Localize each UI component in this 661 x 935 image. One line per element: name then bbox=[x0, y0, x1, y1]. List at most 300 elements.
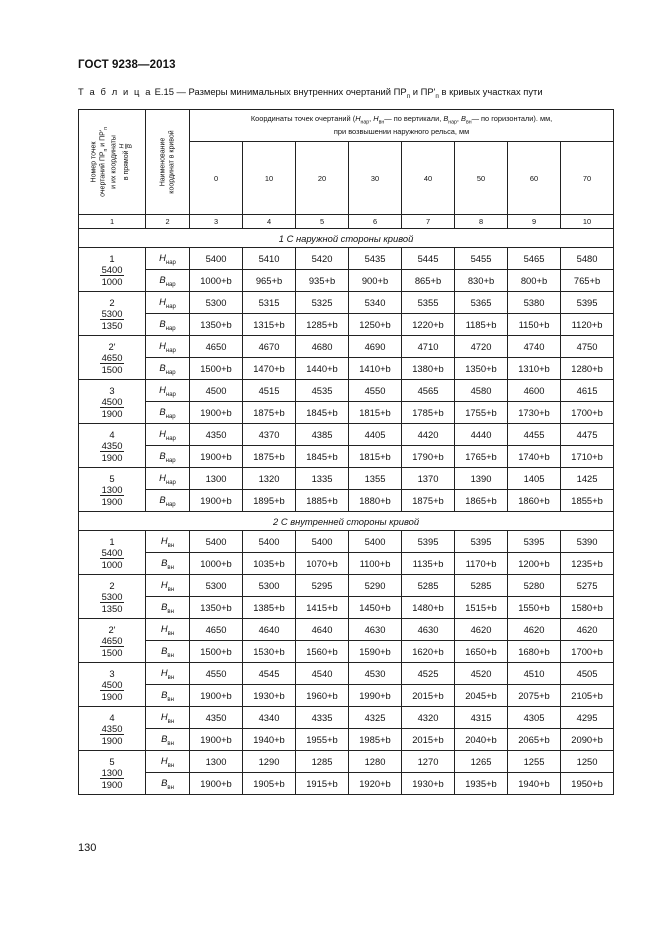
coord-h-letter: H bbox=[160, 710, 168, 722]
table-row bbox=[79, 531, 614, 553]
coord-h-label bbox=[146, 619, 190, 641]
hc-d: , bbox=[369, 113, 374, 123]
point-cell bbox=[79, 248, 146, 292]
coord-b-label bbox=[146, 446, 190, 468]
coord-b-letter: B bbox=[161, 688, 168, 700]
value-cell: 4620 bbox=[561, 619, 614, 641]
value-cell: 4650 bbox=[190, 336, 243, 358]
column-number-cell: 6 bbox=[349, 215, 402, 229]
value-cell: 1940+b bbox=[508, 773, 561, 795]
value-cell: 800+b bbox=[508, 270, 561, 292]
coord-b-letter: B bbox=[159, 361, 166, 373]
table-row bbox=[79, 685, 614, 707]
coord-h-label bbox=[146, 575, 190, 597]
point-id: 2 bbox=[109, 579, 115, 591]
column-number-cell: 1 bbox=[79, 215, 146, 229]
value-cell: 5455 bbox=[455, 248, 508, 270]
column-number-cell: 2 bbox=[146, 215, 190, 229]
value-cell: 1255 bbox=[508, 751, 561, 773]
value-cell: 4350 bbox=[190, 707, 243, 729]
value-cell: 1790+b bbox=[402, 446, 455, 468]
value-cell: 1620+b bbox=[402, 641, 455, 663]
point-h: 4350 bbox=[101, 439, 123, 451]
coord-b-label bbox=[146, 597, 190, 619]
value-cell: 1070+b bbox=[296, 553, 349, 575]
value-cell: 2105+b bbox=[561, 685, 614, 707]
coord-b-sub: вн bbox=[167, 740, 174, 747]
value-cell: 5400 bbox=[296, 531, 349, 553]
value-cell: 1250 bbox=[561, 751, 614, 773]
value-cell: 1865+b bbox=[455, 490, 508, 512]
value-cell: 1920+b bbox=[349, 773, 402, 795]
point-id: 2 bbox=[109, 296, 115, 308]
header-point-line4: в прямой bbox=[122, 150, 130, 181]
value-cell: 1590+b bbox=[349, 641, 402, 663]
hc-g: — по вертикали, bbox=[384, 113, 444, 123]
value-cell: 1530+b bbox=[243, 641, 296, 663]
value-cell: 1930+b bbox=[402, 773, 455, 795]
coord-b-sub: нар bbox=[165, 281, 176, 288]
value-cell: 4670 bbox=[243, 336, 296, 358]
value-cell: 1265 bbox=[455, 751, 508, 773]
value-cell: 1355 bbox=[349, 468, 402, 490]
coord-b-label bbox=[146, 314, 190, 336]
point-b: 1350 bbox=[101, 602, 123, 614]
table-row bbox=[79, 446, 614, 468]
value-cell: 1755+b bbox=[455, 402, 508, 424]
value-cell: 1900+b bbox=[190, 446, 243, 468]
value-cell: 1785+b bbox=[402, 402, 455, 424]
value-cell: 4520 bbox=[455, 663, 508, 685]
point-id: 5 bbox=[109, 472, 115, 484]
coord-h-sub: вн bbox=[167, 586, 175, 593]
point-b: 1900 bbox=[101, 778, 123, 790]
value-cell: 1580+b bbox=[561, 597, 614, 619]
point-fraction bbox=[100, 723, 125, 746]
value-cell: 1300 bbox=[190, 751, 243, 773]
point-id: 2' bbox=[108, 340, 116, 352]
point-fraction bbox=[100, 767, 125, 790]
value-cell: 1185+b bbox=[455, 314, 508, 336]
value-cell: 1915+b bbox=[296, 773, 349, 795]
table-row bbox=[79, 707, 614, 729]
value-cell: 1845+b bbox=[296, 402, 349, 424]
value-cell: 1860+b bbox=[508, 490, 561, 512]
value-cell: 4295 bbox=[561, 707, 614, 729]
value-cell: 4545 bbox=[243, 663, 296, 685]
coord-b-letter: B bbox=[161, 732, 168, 744]
coord-b-letter: B bbox=[159, 317, 166, 329]
coord-h-label bbox=[146, 468, 190, 490]
point-h: 4500 bbox=[101, 395, 123, 407]
value-cell: 1680+b bbox=[508, 641, 561, 663]
point-fraction bbox=[100, 635, 125, 658]
value-cell: 4640 bbox=[296, 619, 349, 641]
value-cell: 1900+b bbox=[190, 729, 243, 751]
point-h: 1300 bbox=[101, 483, 123, 495]
value-cell: 4515 bbox=[243, 380, 296, 402]
coord-h-label bbox=[146, 531, 190, 553]
coord-b-label bbox=[146, 358, 190, 380]
value-cell: 1150+b bbox=[508, 314, 561, 336]
value-cell: 1730+b bbox=[508, 402, 561, 424]
value-cell: 5285 bbox=[402, 575, 455, 597]
value-cell: 4500 bbox=[190, 380, 243, 402]
value-cell: 1350+b bbox=[190, 597, 243, 619]
point-b: 1900 bbox=[101, 690, 123, 702]
value-cell: 4620 bbox=[508, 619, 561, 641]
point-fraction bbox=[100, 440, 125, 463]
value-cell: 1960+b bbox=[296, 685, 349, 707]
header-point-line2a: очертаний ПР bbox=[99, 151, 107, 197]
value-cell: 4350 bbox=[190, 424, 243, 446]
point-fraction bbox=[100, 484, 125, 507]
point-cell bbox=[79, 619, 146, 663]
point-id: 2' bbox=[108, 623, 116, 635]
page-title: ГОСТ 9238—2013 bbox=[78, 59, 176, 71]
coord-b-sub: нар bbox=[165, 413, 176, 420]
value-cell: 4650 bbox=[190, 619, 243, 641]
value-cell: 1845+b bbox=[296, 446, 349, 468]
value-cell: 1815+b bbox=[349, 402, 402, 424]
value-cell: 1425 bbox=[561, 468, 614, 490]
value-cell: 1900+b bbox=[190, 773, 243, 795]
point-fraction bbox=[100, 396, 125, 419]
elevation-header-cell: 0 bbox=[190, 142, 243, 215]
value-cell: 4615 bbox=[561, 380, 614, 402]
point-fraction bbox=[100, 308, 125, 331]
value-cell: 1170+b bbox=[455, 553, 508, 575]
point-fraction bbox=[100, 264, 125, 287]
value-cell: 1740+b bbox=[508, 446, 561, 468]
hc-m: — по горизонтали). мм, bbox=[471, 113, 553, 123]
value-cell: 1480+b bbox=[402, 597, 455, 619]
value-cell: 5300 bbox=[190, 292, 243, 314]
coord-h-label bbox=[146, 751, 190, 773]
value-cell: 5285 bbox=[455, 575, 508, 597]
value-cell: 1320 bbox=[243, 468, 296, 490]
point-b: 1000 bbox=[101, 558, 123, 570]
value-cell: 4420 bbox=[402, 424, 455, 446]
point-h: 5300 bbox=[101, 307, 123, 319]
value-cell: 4550 bbox=[349, 380, 402, 402]
value-cell: 5355 bbox=[402, 292, 455, 314]
value-cell: 4370 bbox=[243, 424, 296, 446]
value-cell: 1930+b bbox=[243, 685, 296, 707]
value-cell: 1000+b bbox=[190, 270, 243, 292]
value-cell: 1900+b bbox=[190, 402, 243, 424]
value-cell: 1500+b bbox=[190, 358, 243, 380]
value-cell: 5300 bbox=[243, 575, 296, 597]
value-cell: 4535 bbox=[296, 380, 349, 402]
value-cell: 4750 bbox=[561, 336, 614, 358]
coord-h-sub: нар bbox=[165, 347, 176, 354]
hc-f: вн bbox=[378, 119, 385, 126]
table-row bbox=[79, 773, 614, 795]
coord-h-letter: H bbox=[160, 622, 168, 634]
value-cell: 1905+b bbox=[243, 773, 296, 795]
value-cell: 1470+b bbox=[243, 358, 296, 380]
value-cell: 2015+b bbox=[402, 685, 455, 707]
value-cell: 4320 bbox=[402, 707, 455, 729]
elevation-header-cell: 50 bbox=[455, 142, 508, 215]
hc-k: B bbox=[461, 113, 466, 123]
coord-b-letter: B bbox=[161, 600, 168, 612]
value-cell: 1410+b bbox=[349, 358, 402, 380]
value-cell: 4550 bbox=[190, 663, 243, 685]
hc-l: вн bbox=[465, 119, 472, 126]
column-number-row bbox=[79, 215, 614, 229]
header-name-line1: Наименование bbox=[158, 137, 166, 187]
value-cell: 1875+b bbox=[402, 490, 455, 512]
section-title: 2 С внутренней стороны кривой bbox=[79, 512, 614, 531]
coord-b-label bbox=[146, 773, 190, 795]
value-cell: 1985+b bbox=[349, 729, 402, 751]
table-row bbox=[79, 641, 614, 663]
value-cell: 1450+b bbox=[349, 597, 402, 619]
coord-h-sub: вн bbox=[167, 762, 175, 769]
point-b: 1500 bbox=[101, 646, 123, 658]
value-cell: 5410 bbox=[243, 248, 296, 270]
coord-b-label bbox=[146, 685, 190, 707]
value-cell: 1350+b bbox=[455, 358, 508, 380]
column-number-cell: 5 bbox=[296, 215, 349, 229]
coord-b-sub: нар bbox=[165, 369, 176, 376]
value-cell: 1955+b bbox=[296, 729, 349, 751]
column-number-cell: 7 bbox=[402, 215, 455, 229]
value-cell: 1335 bbox=[296, 468, 349, 490]
value-cell: 2065+b bbox=[508, 729, 561, 751]
header-name-line2: координат в кривой bbox=[167, 130, 175, 194]
elevation-header-cell: 30 bbox=[349, 142, 402, 215]
point-b: 1900 bbox=[101, 734, 123, 746]
coord-b-sub: вн bbox=[167, 696, 174, 703]
value-cell: 1120+b bbox=[561, 314, 614, 336]
coord-h-label bbox=[146, 336, 190, 358]
value-cell: 4525 bbox=[402, 663, 455, 685]
value-cell: 5395 bbox=[508, 531, 561, 553]
coord-h-sub: нар bbox=[165, 303, 176, 310]
value-cell: 935+b bbox=[296, 270, 349, 292]
coord-b-sub: вн bbox=[167, 652, 174, 659]
table-row bbox=[79, 729, 614, 751]
value-cell: 2090+b bbox=[561, 729, 614, 751]
value-cell: 4680 bbox=[296, 336, 349, 358]
header-coord-name bbox=[146, 110, 190, 215]
coord-h-label bbox=[146, 292, 190, 314]
point-cell bbox=[79, 468, 146, 512]
point-h: 4350 bbox=[101, 722, 123, 734]
value-cell: 5420 bbox=[296, 248, 349, 270]
value-cell: 1285+b bbox=[296, 314, 349, 336]
value-cell: 4630 bbox=[402, 619, 455, 641]
value-cell: 1710+b bbox=[561, 446, 614, 468]
coord-b-letter: B bbox=[159, 449, 166, 461]
coord-b-label bbox=[146, 270, 190, 292]
table-row bbox=[79, 619, 614, 641]
header-point-sub1: п bbox=[102, 148, 109, 152]
coord-b-letter: B bbox=[159, 405, 166, 417]
coord-b-sub: вн bbox=[167, 784, 174, 791]
value-cell: 4620 bbox=[455, 619, 508, 641]
point-b: 1900 bbox=[101, 451, 123, 463]
coord-h-label bbox=[146, 707, 190, 729]
coord-b-letter: B bbox=[159, 273, 166, 285]
table-row bbox=[79, 553, 614, 575]
value-cell: 1560+b bbox=[296, 641, 349, 663]
coord-h-sub: вн bbox=[167, 674, 175, 681]
value-cell: 1990+b bbox=[349, 685, 402, 707]
value-cell: 1765+b bbox=[455, 446, 508, 468]
value-cell: 4475 bbox=[561, 424, 614, 446]
point-fraction bbox=[100, 591, 125, 614]
coord-b-label bbox=[146, 402, 190, 424]
value-cell: 1950+b bbox=[561, 773, 614, 795]
coord-h-letter: H bbox=[159, 339, 166, 351]
elevation-header-cell: 70 bbox=[561, 142, 614, 215]
point-cell bbox=[79, 336, 146, 380]
column-number-cell: 3 bbox=[190, 215, 243, 229]
value-cell: 1380+b bbox=[402, 358, 455, 380]
value-cell: 1895+b bbox=[243, 490, 296, 512]
value-cell: 5400 bbox=[349, 531, 402, 553]
point-cell bbox=[79, 380, 146, 424]
value-cell: 765+b bbox=[561, 270, 614, 292]
value-cell: 5435 bbox=[349, 248, 402, 270]
coord-h-sub: нар bbox=[165, 259, 176, 266]
point-cell bbox=[79, 424, 146, 468]
point-cell bbox=[79, 575, 146, 619]
value-cell: 4740 bbox=[508, 336, 561, 358]
section-row bbox=[79, 229, 614, 248]
value-cell: 1290 bbox=[243, 751, 296, 773]
coord-b-letter: B bbox=[161, 644, 168, 656]
coord-b-letter: B bbox=[159, 493, 166, 505]
table-row bbox=[79, 490, 614, 512]
value-cell: 5465 bbox=[508, 248, 561, 270]
value-cell: 1220+b bbox=[402, 314, 455, 336]
coord-b-label bbox=[146, 641, 190, 663]
coord-b-label bbox=[146, 729, 190, 751]
value-cell: 1855+b bbox=[561, 490, 614, 512]
caption-text-before: — Размеры минимальных внутренних очертаний ПР bbox=[173, 86, 407, 97]
column-number-cell: 8 bbox=[455, 215, 508, 229]
value-cell: 4580 bbox=[455, 380, 508, 402]
value-cell: 4565 bbox=[402, 380, 455, 402]
table-row bbox=[79, 402, 614, 424]
point-id: 3 bbox=[109, 667, 115, 679]
value-cell: 1370 bbox=[402, 468, 455, 490]
table-row bbox=[79, 468, 614, 490]
point-h: 5400 bbox=[101, 546, 123, 558]
value-cell: 1280+b bbox=[561, 358, 614, 380]
value-cell: 5300 bbox=[190, 575, 243, 597]
point-cell bbox=[79, 663, 146, 707]
header-point-line3: и их координаты bbox=[109, 135, 117, 189]
value-cell: 1900+b bbox=[190, 685, 243, 707]
hc-line2: при возвышении наружного рельса, мм bbox=[333, 127, 470, 137]
caption-sub1: п bbox=[406, 92, 411, 100]
column-number-cell: 10 bbox=[561, 215, 614, 229]
point-h: 1300 bbox=[101, 766, 123, 778]
value-cell: 1390 bbox=[455, 468, 508, 490]
value-cell: 4325 bbox=[349, 707, 402, 729]
coord-h-letter: H bbox=[159, 471, 166, 483]
coord-h-letter: H bbox=[160, 578, 168, 590]
hc-a: Координаты точек очертаний ( bbox=[250, 113, 356, 123]
value-cell: 1200+b bbox=[508, 553, 561, 575]
header-point-number bbox=[79, 110, 146, 215]
coord-b-sub: вн bbox=[167, 564, 174, 571]
value-cell: 1280 bbox=[349, 751, 402, 773]
coord-b-sub: вн bbox=[167, 608, 174, 615]
value-cell: 4600 bbox=[508, 380, 561, 402]
value-cell: 5390 bbox=[561, 531, 614, 553]
point-h: 4500 bbox=[101, 678, 123, 690]
point-id: 1 bbox=[109, 535, 115, 547]
table-row bbox=[79, 751, 614, 773]
point-h: 5400 bbox=[101, 263, 123, 275]
value-cell: 4315 bbox=[455, 707, 508, 729]
value-cell: 1405 bbox=[508, 468, 561, 490]
elevation-header-cell: 40 bbox=[402, 142, 455, 215]
value-cell: 2045+b bbox=[455, 685, 508, 707]
caption-prefix: Т а б л и ц а bbox=[78, 86, 153, 97]
coord-h-sub: нар bbox=[165, 391, 176, 398]
table-row bbox=[79, 270, 614, 292]
value-cell: 1135+b bbox=[402, 553, 455, 575]
coord-b-sub: нар bbox=[165, 501, 176, 508]
coord-h-letter: H bbox=[159, 427, 166, 439]
point-id: 5 bbox=[109, 755, 115, 767]
coord-h-sub: нар bbox=[165, 479, 176, 486]
caption-number: Е.15 bbox=[154, 86, 174, 97]
point-h: 4650 bbox=[101, 634, 123, 646]
coord-h-sub: вн bbox=[167, 718, 175, 725]
value-cell: 5290 bbox=[349, 575, 402, 597]
table-row bbox=[79, 248, 614, 270]
value-cell: 4440 bbox=[455, 424, 508, 446]
value-cell: 1875+b bbox=[243, 402, 296, 424]
value-cell: 900+b bbox=[349, 270, 402, 292]
elevation-header-cell: 10 bbox=[243, 142, 296, 215]
value-cell: 5315 bbox=[243, 292, 296, 314]
value-cell: 1940+b bbox=[243, 729, 296, 751]
value-cell: 1875+b bbox=[243, 446, 296, 468]
point-fraction bbox=[100, 679, 125, 702]
page-number: 130 bbox=[78, 842, 97, 854]
value-cell: 1700+b bbox=[561, 641, 614, 663]
value-cell: 1935+b bbox=[455, 773, 508, 795]
value-cell: 5340 bbox=[349, 292, 402, 314]
value-cell: 1700+b bbox=[561, 402, 614, 424]
value-cell: 4690 bbox=[349, 336, 402, 358]
value-cell: 1880+b bbox=[349, 490, 402, 512]
coord-h-letter: H bbox=[160, 534, 168, 546]
coord-h-sub: вн bbox=[167, 630, 175, 637]
section-title: 1 С наружной стороны кривой bbox=[79, 229, 614, 248]
value-cell: 1650+b bbox=[455, 641, 508, 663]
value-cell: 1285 bbox=[296, 751, 349, 773]
dimensions-table bbox=[78, 109, 614, 795]
value-cell: 1350+b bbox=[190, 314, 243, 336]
point-fraction bbox=[100, 352, 125, 375]
coord-b-sub: нар bbox=[165, 325, 176, 332]
section-row bbox=[79, 512, 614, 531]
value-cell: 1885+b bbox=[296, 490, 349, 512]
value-cell: 1310+b bbox=[508, 358, 561, 380]
value-cell: 1035+b bbox=[243, 553, 296, 575]
